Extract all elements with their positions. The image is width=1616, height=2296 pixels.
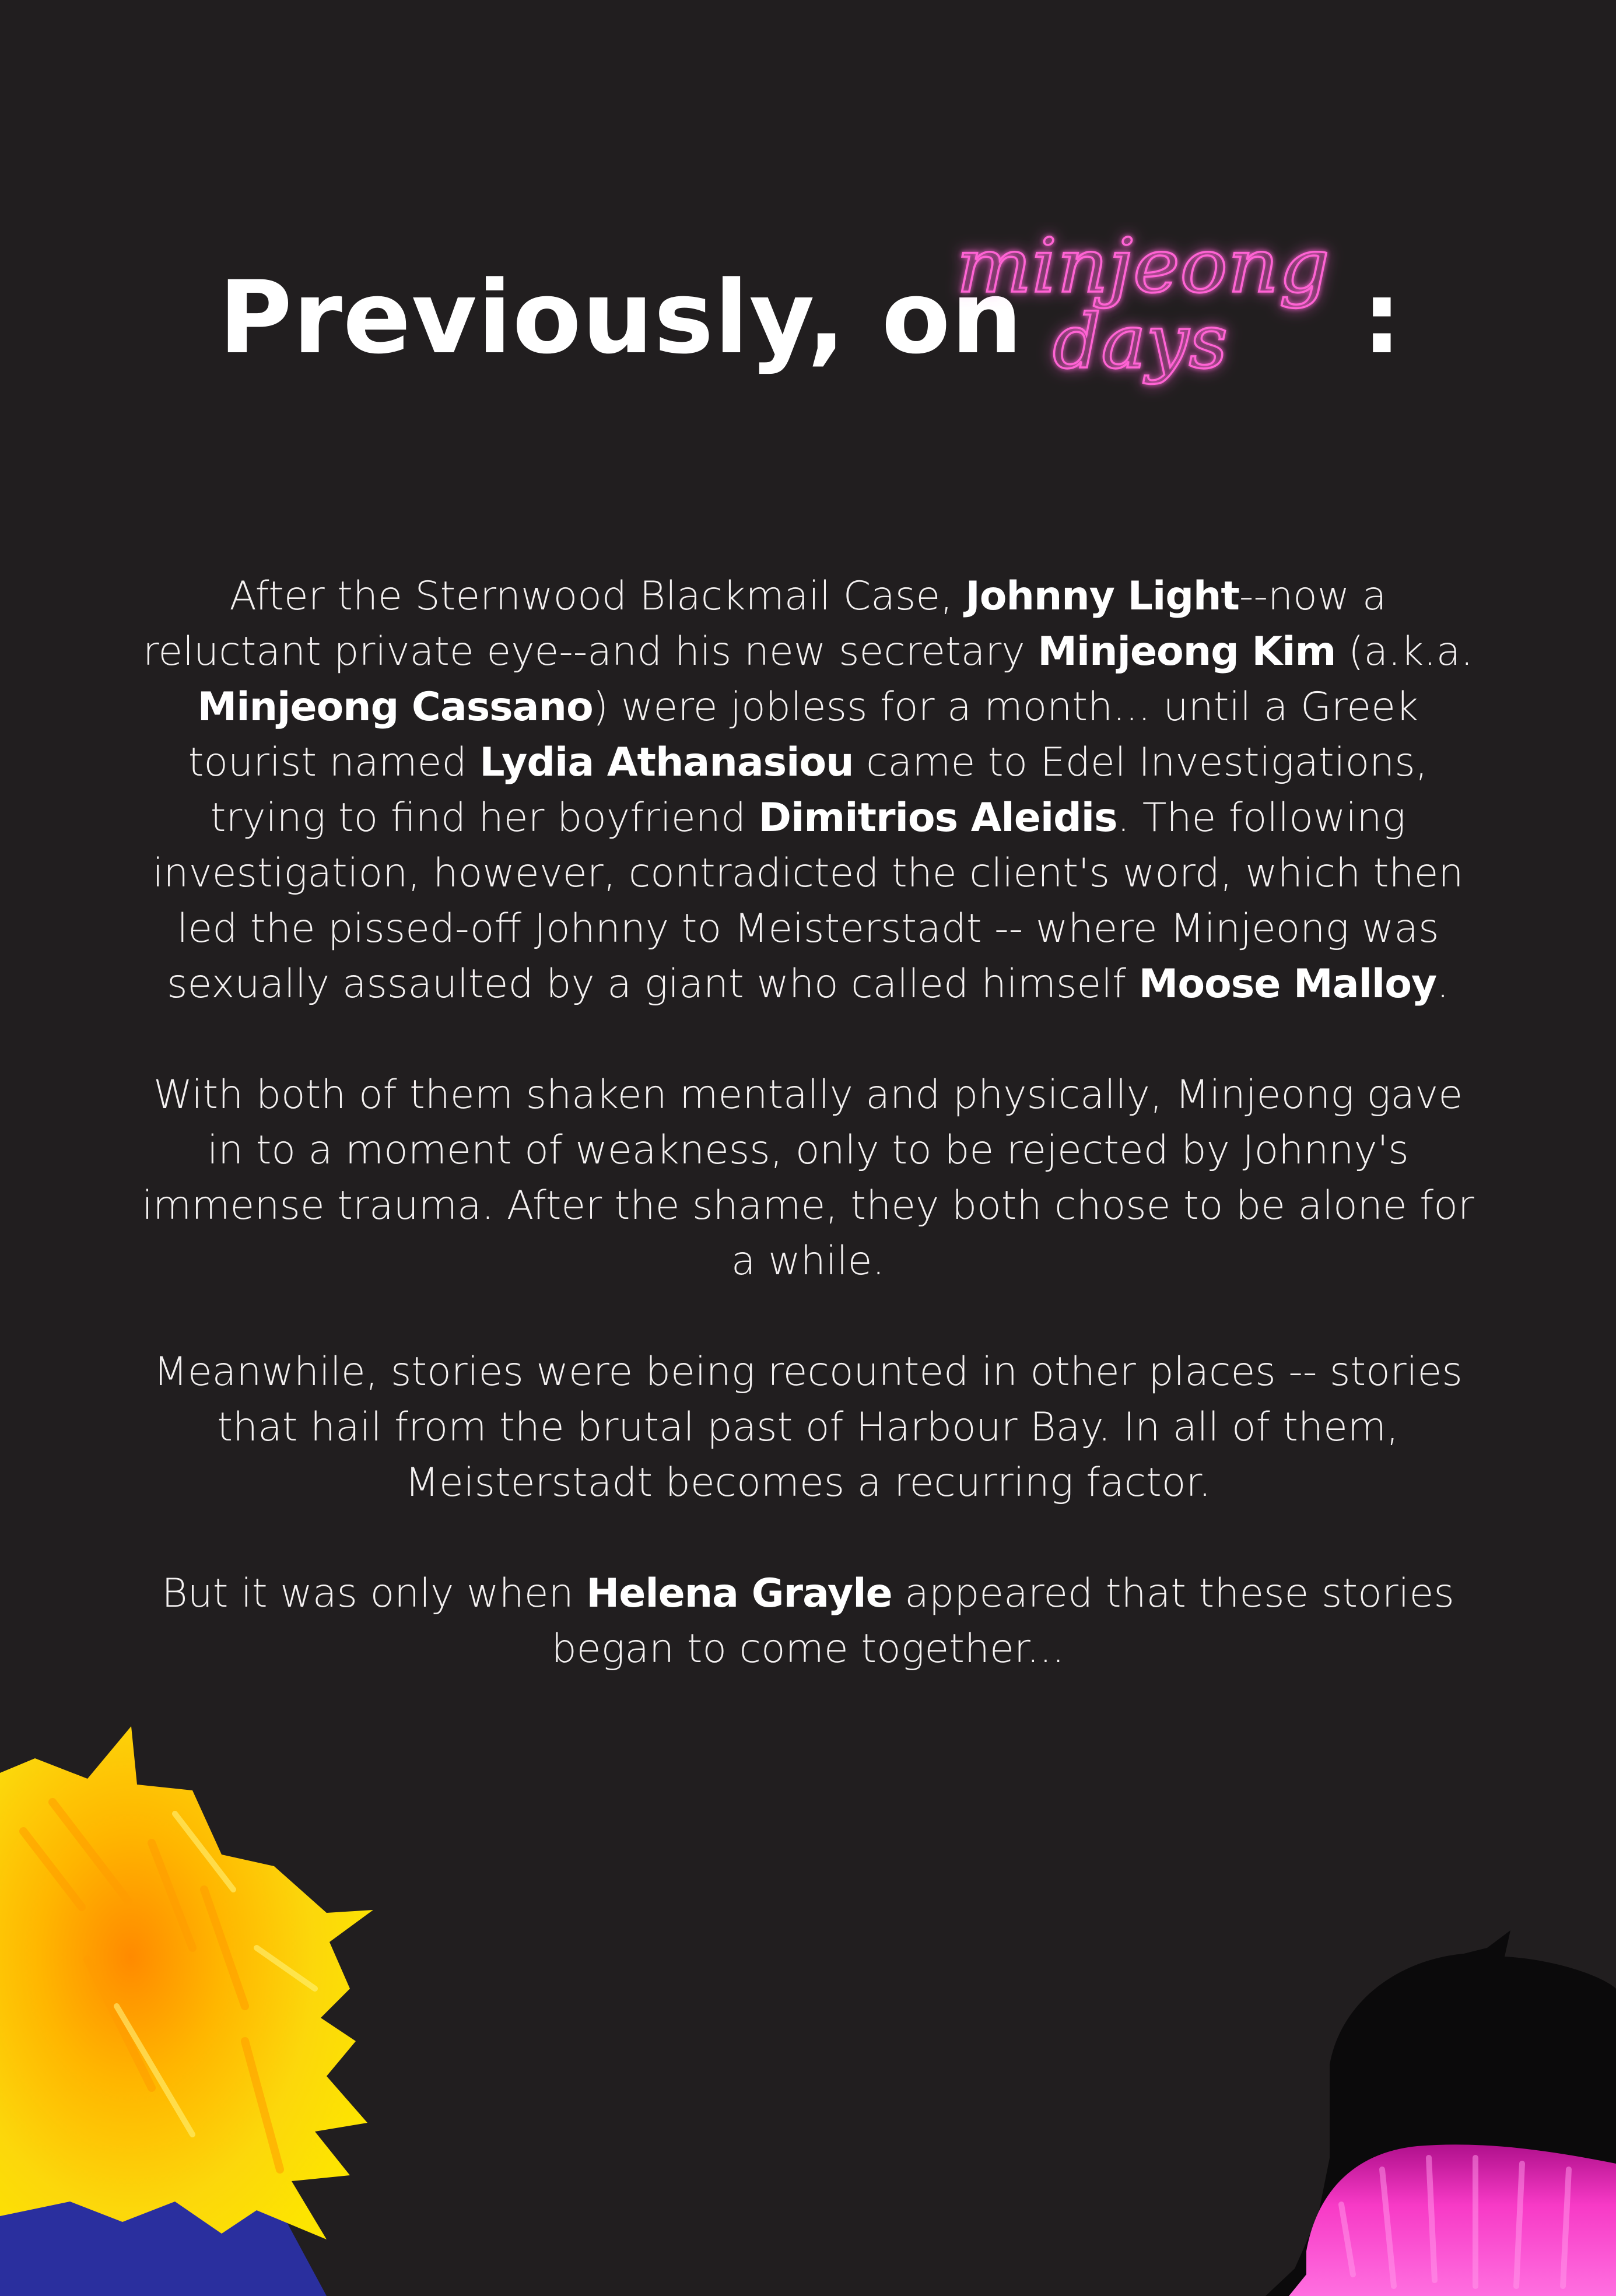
text-run: (a.k.a. (1335, 629, 1474, 675)
pink-hair-tips (1289, 2144, 1616, 2296)
blonde-hair (0, 1726, 373, 2239)
recap-paragraph-2: With both of them shaken mentally and physically, Minjeong gave in to a moment of weakness, only to be rejected by Johnny's immense trauma. After the shame, they both chose to be alone for a while. (142, 1072, 1474, 1284)
black-hair (1266, 1930, 1616, 2296)
title-colon: : (1362, 259, 1402, 376)
logo-line-1: minjeong (956, 223, 1330, 310)
text-run: But it was only when (162, 1571, 587, 1617)
logo-line-2: days (1053, 299, 1228, 385)
text-run: ) were jobless for a month... until a Greek tourist named (188, 684, 1419, 786)
blonde-character-illustration (0, 1715, 408, 2296)
name-minjeong-kim: Minjeong Kim (1037, 629, 1336, 675)
recap-paragraph-4 (134, 1566, 1482, 1677)
text-run: After the Sternwood Blackmail Case, (229, 573, 966, 619)
text-run: . (1436, 961, 1449, 1007)
name-helena-grayle: Helena Grayle (586, 1571, 892, 1617)
page-title: Previously, on (219, 259, 1023, 376)
pink-haired-character-illustration (1254, 1925, 1616, 2296)
minjeong-days-logo (945, 222, 1353, 443)
text-run: . The following investigation, however, contradicted the client's word, which then led the pissed-off Johnny to Meisterstadt -- where Minjeong was sexually assaulted by a giant who called himself (152, 795, 1464, 1007)
header (0, 222, 1616, 443)
text-run: --now a reluctant private eye--and his new secretary (142, 573, 1387, 675)
name-moose-malloy: Moose Malloy (1138, 961, 1437, 1007)
text-run: came to Edel Investigations, trying to find her boyfriend (210, 739, 1428, 841)
text-run: appeared that these stories began to come together... (551, 1571, 1454, 1672)
recap-text (134, 569, 1482, 1732)
name-minjeong-cassano: Minjeong Cassano (197, 684, 593, 730)
name-johnny-light: Johnny Light (965, 573, 1239, 619)
name-lydia-athanasiou: Lydia Athanasiou (479, 739, 854, 786)
recap-paragraph-3: Meanwhile, stories were being recounted in other places -- stories that hail from the brutal past of Harbour Bay. In all of them, Meisterstadt becomes a recurring factor. (153, 1349, 1463, 1506)
blue-shirt (0, 2171, 327, 2296)
name-dimitrios-aleidis: Dimitrios Aleidis (758, 795, 1117, 841)
recap-paragraph-1 (134, 569, 1482, 1012)
